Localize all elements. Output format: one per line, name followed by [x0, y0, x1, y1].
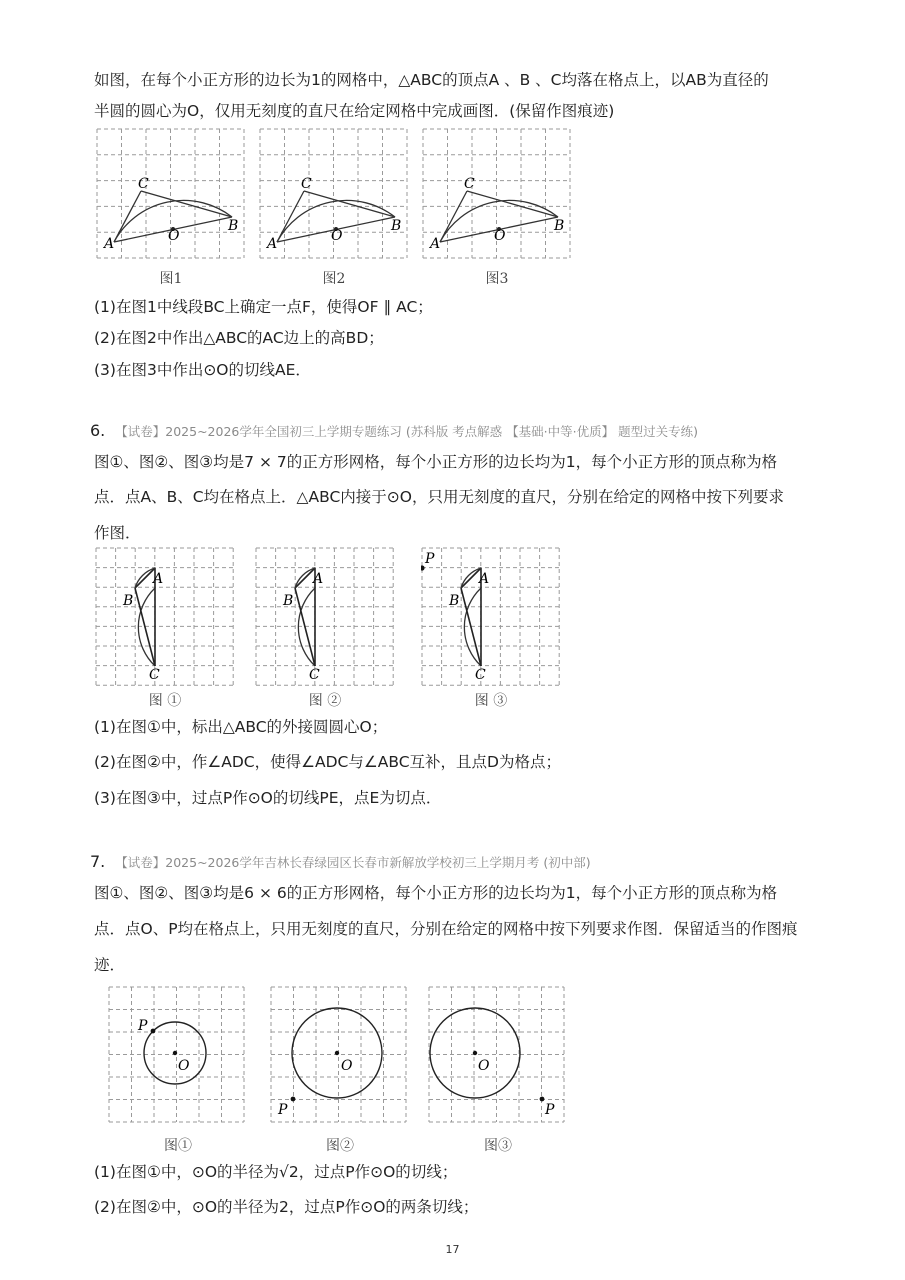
q6-figure-2 [255, 547, 395, 687]
q7-stem-line2: 点．点O、P均在格点上，只用无刻度的直尺，分别在给定的网格中按下列要求作图．保留适当的作图痕 [94, 920, 798, 938]
label-p: P [278, 1102, 288, 1118]
grid-lines [96, 548, 233, 685]
segment-cb [304, 191, 395, 217]
q5-task-2: (2)在图2中作出△ABC的AC边上的高BD； [94, 329, 384, 347]
q7-caption-2: 图② [326, 1138, 354, 1154]
point-p [151, 1029, 156, 1034]
segment-ac [277, 191, 304, 242]
q6-caption-2: 图 ② [308, 693, 342, 709]
q7-figure-2 [270, 986, 410, 1126]
label-b: B [391, 218, 402, 234]
label-o: O [178, 1058, 190, 1074]
label-p: P [138, 1018, 148, 1034]
point-o [335, 1051, 339, 1055]
q6-stem-line1: 图①、图②、图③均是7 × 7的正方形网格，每个小正方形的边长均为1，每个小正方形的顶点称为格 [94, 453, 778, 471]
label-o: O [168, 228, 180, 244]
q7-source: 【试卷】2025~2026学年吉林长春绿园区长春市新解放学校初三上学期月考 (初中部) [115, 855, 591, 870]
q7-stem-line3: 迹． [94, 956, 126, 974]
label-a: A [313, 571, 324, 587]
q6-task-1: (1)在图①中，标出△ABC的外接圆圆心O； [94, 718, 388, 736]
q5-figure-2 [259, 128, 409, 260]
label-p: P [425, 551, 435, 567]
q5-task-3: (3)在图3中作出⊙O的切线AE． [94, 361, 311, 379]
point-o [173, 1051, 177, 1055]
q7-header [90, 852, 591, 871]
q6-header [90, 421, 698, 440]
q5-intro-line1: 如图，在每个小正方形的边长为1的网格中，△ABC的顶点A 、B 、C均落在格点上，以AB为直径的 [94, 71, 769, 89]
page-number: 17 [445, 1243, 460, 1256]
q7-caption-1: 图① [164, 1138, 192, 1154]
q6-task-2: (2)在图②中，作∠ADC，使得∠ADC与∠ABC互补，且点D为格点； [94, 753, 561, 771]
q7-figure-1 [108, 986, 248, 1126]
q6-caption-1: 图 ① [148, 693, 182, 709]
q5-figure-3 [422, 128, 572, 260]
segment-ab [135, 568, 155, 588]
point-p [291, 1097, 296, 1102]
segment-ab [461, 568, 481, 588]
label-a: A [153, 571, 164, 587]
label-c: C [475, 667, 486, 683]
label-b: B [123, 593, 134, 609]
label-o: O [494, 228, 506, 244]
label-c: C [149, 667, 160, 683]
segment-cb [141, 191, 232, 217]
label-o: O [331, 228, 343, 244]
label-a: A [267, 236, 278, 252]
label-b: B [228, 218, 239, 234]
q7-task-2: (2)在图②中，⊙O的半径为2，过点P作⊙O的两条切线； [94, 1198, 479, 1216]
q7-task-1: (1)在图①中，⊙O的半径为√2，过点P作⊙O的切线； [94, 1163, 458, 1181]
label-p: P [545, 1102, 555, 1118]
label-b: B [554, 218, 565, 234]
label-c: C [301, 176, 312, 192]
segment-cb [467, 191, 558, 217]
q6-task-3: (3)在图③中，过点P作⊙O的切线PE，点E为切点． [94, 789, 442, 807]
segment-ab [295, 568, 315, 588]
label-c: C [464, 176, 475, 192]
q5-task-1: (1)在图1中线段BC上确定一点F，使得OF ∥ AC； [94, 298, 433, 316]
q6-figure-1 [95, 547, 235, 687]
q6-figure-3 [421, 547, 561, 687]
q6-source: 【试卷】2025~2026学年全国初三上学期专题练习 (苏科版 考点解惑 【基础·中等·优质】 题型过关专练) [115, 424, 698, 439]
q7-number: 7. [90, 852, 106, 871]
label-c: C [309, 667, 320, 683]
label-b: B [449, 593, 460, 609]
q6-number: 6. [90, 421, 106, 440]
label-a: A [104, 236, 115, 252]
label-a: A [479, 571, 490, 587]
grid-lines [422, 548, 559, 685]
q7-figure-3 [428, 986, 568, 1126]
label-c: C [138, 176, 149, 192]
q6-stem-line2: 点．点A、B、C均在格点上．△ABC内接于⊙O，只用无刻度的直尺，分别在给定的网格中按下列要求 [94, 488, 784, 506]
q6-stem-line3: 作图． [94, 524, 141, 542]
point-p [540, 1097, 545, 1102]
label-o: O [341, 1058, 353, 1074]
q7-caption-3: 图③ [484, 1138, 512, 1154]
q5-caption-2: 图2 [322, 271, 346, 287]
point-o [473, 1051, 477, 1055]
grid-lines [429, 987, 564, 1122]
label-b: B [283, 593, 294, 609]
segment-ac [114, 191, 141, 242]
q5-caption-3: 图3 [485, 271, 509, 287]
q5-caption-1: 图1 [159, 271, 183, 287]
q5-intro-line2: 半圆的圆心为O，仅用无刻度的直尺在给定网格中完成画图．(保留作图痕迹) [94, 102, 615, 120]
label-a: A [430, 236, 441, 252]
grid-lines [256, 548, 393, 685]
q5-figure-1 [96, 128, 246, 260]
q7-stem-line1: 图①、图②、图③均是6 × 6的正方形网格，每个小正方形的边长均为1，每个小正方形的顶点称为格 [94, 884, 778, 902]
label-o: O [478, 1058, 490, 1074]
segment-ac [440, 191, 467, 242]
q6-caption-3: 图 ③ [474, 693, 508, 709]
